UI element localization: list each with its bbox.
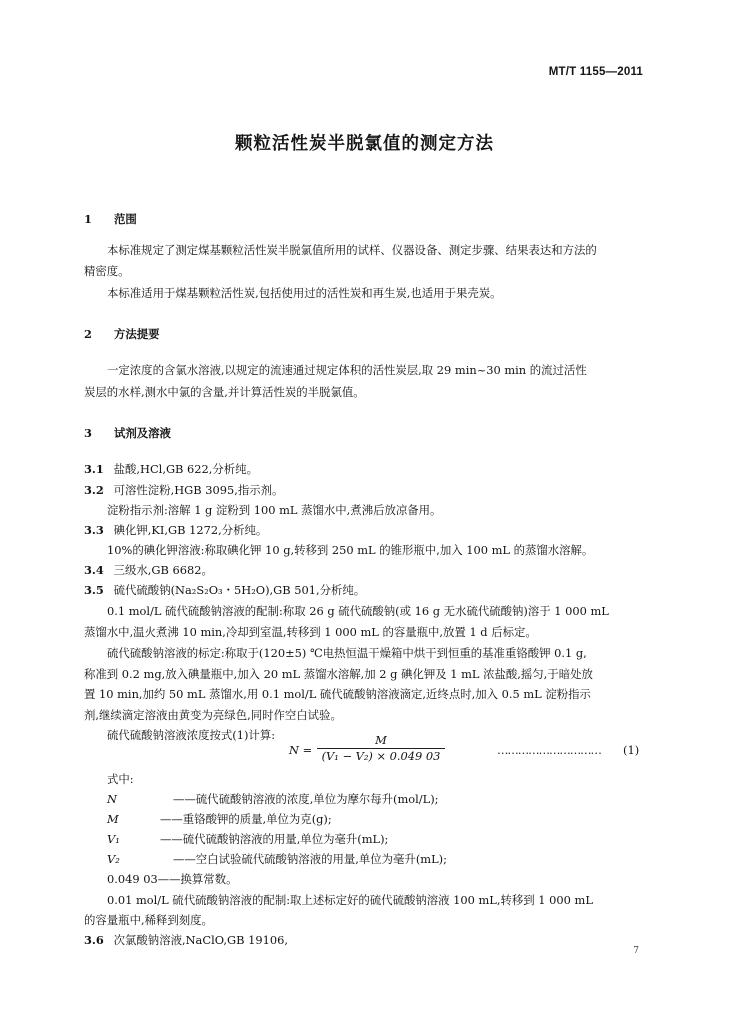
item-number: 3.3 bbox=[84, 523, 104, 537]
item-3-1 bbox=[84, 461, 258, 477]
formula-number: (1) bbox=[623, 743, 640, 757]
page-number: 7 bbox=[633, 946, 639, 956]
section-number: 2 bbox=[84, 327, 92, 341]
paragraph: 0.01 mol/L 硫代硫酸钠溶液的配制:取上述标定好的硫代硫酸钠溶液 100 mL,转移到 1 000 mL bbox=[107, 893, 593, 907]
formula-lhs: N = bbox=[289, 743, 313, 757]
paragraph: 0.1 mol/L 硫代硫酸钠溶液的配制:称取 26 g 硫代硫酸钠(或 16 g 无水硫代硫酸钠)溶于 1 000 mL bbox=[107, 604, 609, 618]
item-number: 3.6 bbox=[84, 933, 104, 947]
variable-symbol: N bbox=[107, 792, 117, 806]
variable-desc: ——硫代硫酸钠溶液的用量,单位为毫升(mL); bbox=[160, 832, 389, 846]
standard-code: MT/T 1155—2011 bbox=[548, 66, 643, 78]
item-text: 可溶性淀粉,HGB 3095,指示剂。 bbox=[113, 483, 284, 497]
section-number: 3 bbox=[84, 426, 92, 440]
section-title: 方法提要 bbox=[113, 327, 160, 341]
item-number: 3.4 bbox=[84, 563, 104, 577]
paragraph: 淀粉指示剂:溶解 1 g 淀粉到 100 mL 蒸馏水中,煮沸后放凉备用。 bbox=[107, 503, 442, 517]
item-3-3 bbox=[84, 522, 267, 538]
paragraph: 置 10 min,加约 50 mL 蒸馏水,用 0.1 mol/L 硫代硫酸钠溶液滴定,近终点时,加入 0.5 mL 淀粉指示 bbox=[84, 687, 591, 701]
paragraph: 称准到 0.2 mg,放入碘量瓶中,加入 20 mL 蒸馏水溶解,加 2 g 碘化钾及 1 mL 浓盐酸,摇匀,于暗处放 bbox=[84, 667, 593, 681]
variable-symbol: M bbox=[107, 812, 119, 826]
variable-desc: ——空白试验硫代硫酸钠溶液的用量,单位为毫升(mL); bbox=[173, 852, 447, 866]
paragraph: 蒸馏水中,温火煮沸 10 min,冷却到室温,转移到 1 000 mL 的容量瓶中,放置 1 d 后标定。 bbox=[84, 625, 537, 639]
where-intro: 式中: bbox=[107, 772, 134, 786]
constant-row bbox=[107, 871, 237, 887]
variable-row bbox=[107, 811, 332, 827]
paragraph: 硫代硫酸钠溶液的标定:称取于(120±5) ℃电热恒温干燥箱中烘干到恒重的基准重铬酸钾 0.1 g, bbox=[107, 646, 587, 660]
constant-symbol: 0.049 03 bbox=[107, 872, 158, 886]
item-3-6 bbox=[84, 932, 288, 948]
paragraph: 炭层的水样,测水中氯的含量,并计算活性炭的半脱氯值。 bbox=[84, 385, 365, 399]
item-number: 3.5 bbox=[84, 583, 104, 597]
paragraph: 的容量瓶中,稀释到刻度。 bbox=[84, 913, 213, 927]
item-text: 三级水,GB 6682。 bbox=[113, 563, 213, 577]
section-title: 试剂及溶液 bbox=[113, 426, 171, 440]
constant-desc: ——换算常数。 bbox=[157, 872, 238, 886]
paragraph: 剂,继续滴定溶液由黄变为亮绿色,同时作空白试验。 bbox=[84, 708, 342, 722]
paragraph: 精密度。 bbox=[84, 264, 130, 278]
item-text: 次氯酸钠溶液,NaClO,GB 19106, bbox=[113, 933, 288, 947]
section-2-heading bbox=[84, 326, 160, 342]
section-title: 范围 bbox=[113, 212, 137, 226]
paragraph: 10%的碘化钾溶液:称取碘化钾 10 g,转移到 250 mL 的锥形瓶中,加入 100 mL 的蒸馏水溶解。 bbox=[107, 543, 594, 557]
formula-leader: ………………………… bbox=[497, 743, 601, 757]
variable-desc: ——硫代硫酸钠溶液的浓度,单位为摩尔每升(mol/L); bbox=[173, 792, 439, 806]
paragraph: 本标准适用于煤基颗粒活性炭,包括使用过的活性炭和再生炭,也适用于果壳炭。 bbox=[107, 286, 502, 300]
item-3-2 bbox=[84, 482, 283, 498]
variable-desc: ——重铬酸钾的质量,单位为克(g); bbox=[160, 812, 332, 826]
variable-row bbox=[107, 791, 438, 807]
item-number: 3.2 bbox=[84, 483, 104, 497]
item-3-5 bbox=[84, 582, 365, 598]
item-text: 碘化钾,KI,GB 1272,分析纯。 bbox=[113, 523, 268, 537]
variable-row bbox=[107, 851, 447, 867]
item-text: 硫代硫酸钠(Na₂S₂O₃・5H₂O),GB 501,分析纯。 bbox=[113, 583, 366, 597]
item-text: 盐酸,HCl,GB 622,分析纯。 bbox=[113, 462, 258, 476]
variable-row bbox=[107, 831, 388, 847]
paragraph: 本标准规定了测定煤基颗粒活性炭半脱氯值所用的试样、仪器设备、测定步骤、结果表达和方法的 bbox=[107, 243, 597, 257]
item-3-4 bbox=[84, 562, 213, 578]
paragraph: 一定浓度的含氯水溶液,以规定的流速通过规定体积的活性炭层,取 29 min~30 min 的流过活性 bbox=[107, 363, 587, 377]
item-number: 3.1 bbox=[84, 462, 104, 476]
paragraph: 硫代硫酸钠溶液浓度按式(1)计算: bbox=[107, 728, 276, 742]
page-title: 颗粒活性炭半脱氯值的测定方法 bbox=[235, 134, 494, 154]
section-number: 1 bbox=[84, 212, 92, 226]
variable-symbol: V₁ bbox=[107, 832, 120, 846]
variable-symbol: V₂ bbox=[107, 852, 120, 866]
formula-denominator: (V₁ − V₂) × 0.049 03 bbox=[321, 749, 441, 763]
formula-numerator: M bbox=[375, 733, 387, 747]
section-3-heading bbox=[84, 425, 171, 441]
section-1-heading bbox=[84, 211, 137, 227]
